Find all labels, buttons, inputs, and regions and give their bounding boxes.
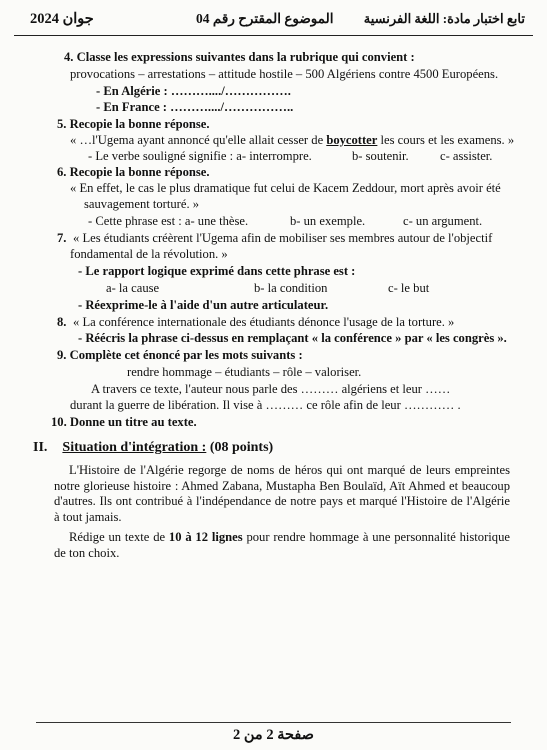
q4-expressions: provocations – arrestations – attitude hostile – 500 Algériens contre 4500 Européens. — [70, 67, 499, 81]
q7-quote-line2: fondamental de la révolution. » — [70, 247, 228, 261]
header-exam-title: تابع اختبار مادة: اللغة الفرنسية — [363, 11, 525, 26]
para2-line-count: 10 à 12 lignes — [168, 530, 243, 544]
page-header — [14, 4, 533, 34]
para2-start: Rédige un texte de — [69, 530, 169, 544]
q5-stem: - Le verbe souligné signifie : a- interrompre. — [88, 149, 312, 163]
q4-france: - En France : ………..../…………….. — [96, 100, 294, 114]
q4-algerie: - En Algérie : ………..../……………. — [96, 84, 291, 98]
q7-sub2: - Réexprime-le à l'aide d'un autre articulateur. — [78, 298, 329, 312]
q5-option-c: c- assister. — [440, 149, 493, 163]
q9-title: 9. Complète cet énoncé par les mots suivants : — [57, 348, 303, 362]
q5-underlined-verb: boycotter — [326, 133, 378, 147]
q7-number: 7. — [57, 231, 67, 245]
q6-title: 6. Recopie la bonne réponse. — [57, 165, 210, 179]
section2-points: (08 points) — [209, 440, 274, 455]
q9-text-line1: A travers ce texte, l'auteur nous parle des ……… algériens et leur …… — [91, 382, 451, 396]
q10-title: 10. Donne un titre au texte. — [51, 415, 197, 429]
q7-option-b: b- la condition — [254, 281, 328, 295]
q5-quote-end: les cours et les examens. » — [377, 133, 515, 147]
q6-option-c: c- un argument. — [403, 214, 483, 228]
para2-end: pour rendre hommage à une personnalité historique de ton choix. — [54, 530, 510, 560]
q6-quote-line2: sauvagement torturé. » — [84, 197, 200, 211]
q7-quote-line1: « Les étudiants créèrent l'Ugema afin de mobiliser ses membres autour de l'objectif — [73, 231, 493, 245]
q8-quote: « La conférence internationale des étudiants dénonce l'usage de la torture. » — [73, 315, 455, 329]
q9-words: rendre hommage – étudiants – rôle – valoriser. — [127, 365, 362, 379]
q7-option-a: a- la cause — [106, 281, 160, 295]
header-divider — [14, 35, 533, 36]
q8-number: 8. — [57, 315, 67, 329]
footer-divider — [36, 722, 511, 723]
header-subject: الموضوع المقترح رقم 04 — [196, 11, 334, 26]
q6-stem: - Cette phrase est : a- une thèse. — [88, 214, 249, 228]
section2-paragraph1: L'Histoire de l'Algérie regorge de noms de héros qui ont marqué de leurs empreintes notre glorieuse histoire : Ahmed Zabana, Mustapha Ben Boulaïd, Aït Ahmed et beaucoup d'autres. Ils ont contribué à l'indépendance de notre pays et marqué l'Histoire de l'Algérie à tout jamais. — [54, 463, 510, 524]
page-number: صفحة 2 من 2 — [233, 727, 314, 743]
q5-title: 5. Recopie la bonne réponse. — [57, 117, 210, 131]
section2-heading — [33, 440, 273, 456]
q6-quote-line1: « En effet, le cas le plus dramatique fut celui de Kacem Zeddour, mort après avoir été — [70, 181, 501, 195]
q9-text-line2: durant la guerre de libération. Il vise à ……… ce rôle afin de leur ………… . — [70, 398, 461, 412]
section2-title: Situation d'intégration : — [62, 440, 207, 455]
q5-quote-start: « …l'Ugema ayant annoncé qu'elle allait cesser de — [70, 133, 327, 147]
q5-option-b: b- soutenir. — [352, 149, 409, 163]
section2-paragraph2 — [54, 530, 510, 561]
section2-numeral: II. — [33, 440, 48, 455]
q7-sub1: - Le rapport logique exprimé dans cette phrase est : — [78, 264, 356, 278]
header-date: جوان 2024 — [30, 11, 94, 27]
q8-sub: - Réécris la phrase ci-dessus en remplaçant « la conférence » par « les congrès ». — [78, 331, 507, 345]
q7-option-c: c- le but — [388, 281, 430, 295]
q5-quote — [70, 133, 514, 148]
q6-option-b: b- un exemple. — [290, 214, 366, 228]
q4-title: 4. Classe les expressions suivantes dans la rubrique qui convient : — [64, 50, 415, 64]
